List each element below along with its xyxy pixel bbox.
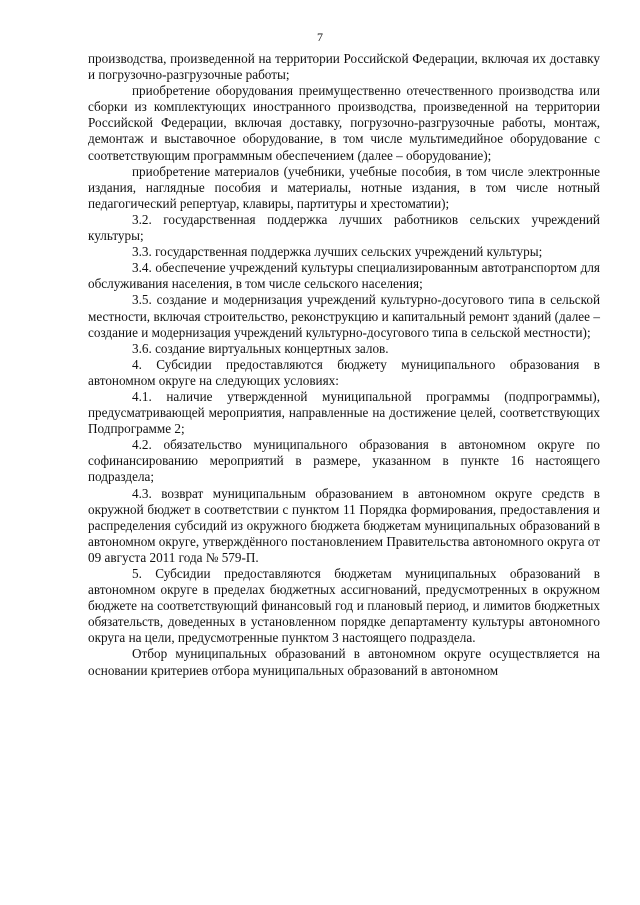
- paragraph: 4.1. наличие утвержденной муниципальной программы (подпрограммы), предусматривающей мероприятия, направленные на достижение целей, соответствующих Подпрограмме 2;: [88, 388, 600, 437]
- paragraph: производства, произведенной на территории Российской Федерации, включая их доставку и погрузочно-разгрузочные работы;: [88, 51, 600, 83]
- paragraph: 3.4. обеспечение учреждений культуры специализированным автотранспортом для обслуживания населения, в том числе сельского населения;: [88, 260, 600, 292]
- paragraph: 3.5. создание и модернизация учреждений культурно-досугового типа в сельской местности, включая строительство, реконструкцию и капитальный ремонт зданий (далее – создание и модернизация учреждений культурно-досугового типа в сельской местности);: [88, 292, 600, 340]
- paragraph: 4.3. возврат муниципальным образованием в автономном округе средств в окружной бюджет в соответствии с пунктом 11 Порядка формирования, предоставления и распределения субсидий из окружного бюджета бюджетам муниципальных образований в автономном округе, утверждённого постановлением Правительства автономного округа от 09 августа 2011 года № 579-П.: [88, 485, 600, 565]
- paragraph: приобретение оборудования преимущественно отечественного производства или сборки из комплектующих иностранного производства, произведенной на территории Российской Федерации, включая доставку, погрузочно-разгрузочные работы, монтаж, демонтаж и выставочное оборудование, в том числе мультимедийное оборудование с соответствующим программным обеспечением (далее – оборудование);: [88, 83, 600, 163]
- paragraph: 4. Субсидии предоставляются бюджету муниципального образования в автономном округе на следующих условиях:: [88, 356, 600, 388]
- paragraph: 4.2. обязательство муниципального образования в автономном округе по софинансированию мероприятий в размере, указанном в пункте 16 настоящего подраздела;: [88, 437, 600, 485]
- paragraph: приобретение материалов (учебники, учебные пособия, в том числе электронные издания, наглядные пособия и материалы, нотные издания, в том числе нотный педагогический репертуар, клавиры, партитуры и хрестоматии);: [88, 163, 600, 211]
- page-number: 7: [317, 30, 323, 44]
- paragraph: Отбор муниципальных образований в автономном округе осуществляется на основании критериев отбора муниципальных образований в автономном: [88, 646, 600, 678]
- paragraph: 5. Субсидии предоставляются бюджетам муниципальных образований в автономном округе в пределах бюджетных ассигнований, предусмотренных в окружном бюджете на соответствующий финансовый год и плановый период, и лимитов бюджетных обязательств, доведенных в установленном порядке департаменту культуры автономного округа на цели, предусмотренные пунктом 3 настоящего подраздела.: [88, 566, 600, 646]
- paragraph: 3.2. государственная поддержка лучших работников сельских учреждений культуры;: [88, 211, 600, 244]
- document-body: [88, 51, 600, 679]
- paragraph: 3.3. государственная поддержка лучших сельских учреждений культуры;: [132, 244, 543, 260]
- paragraph: 3.6. создание виртуальных концертных залов.: [132, 340, 389, 356]
